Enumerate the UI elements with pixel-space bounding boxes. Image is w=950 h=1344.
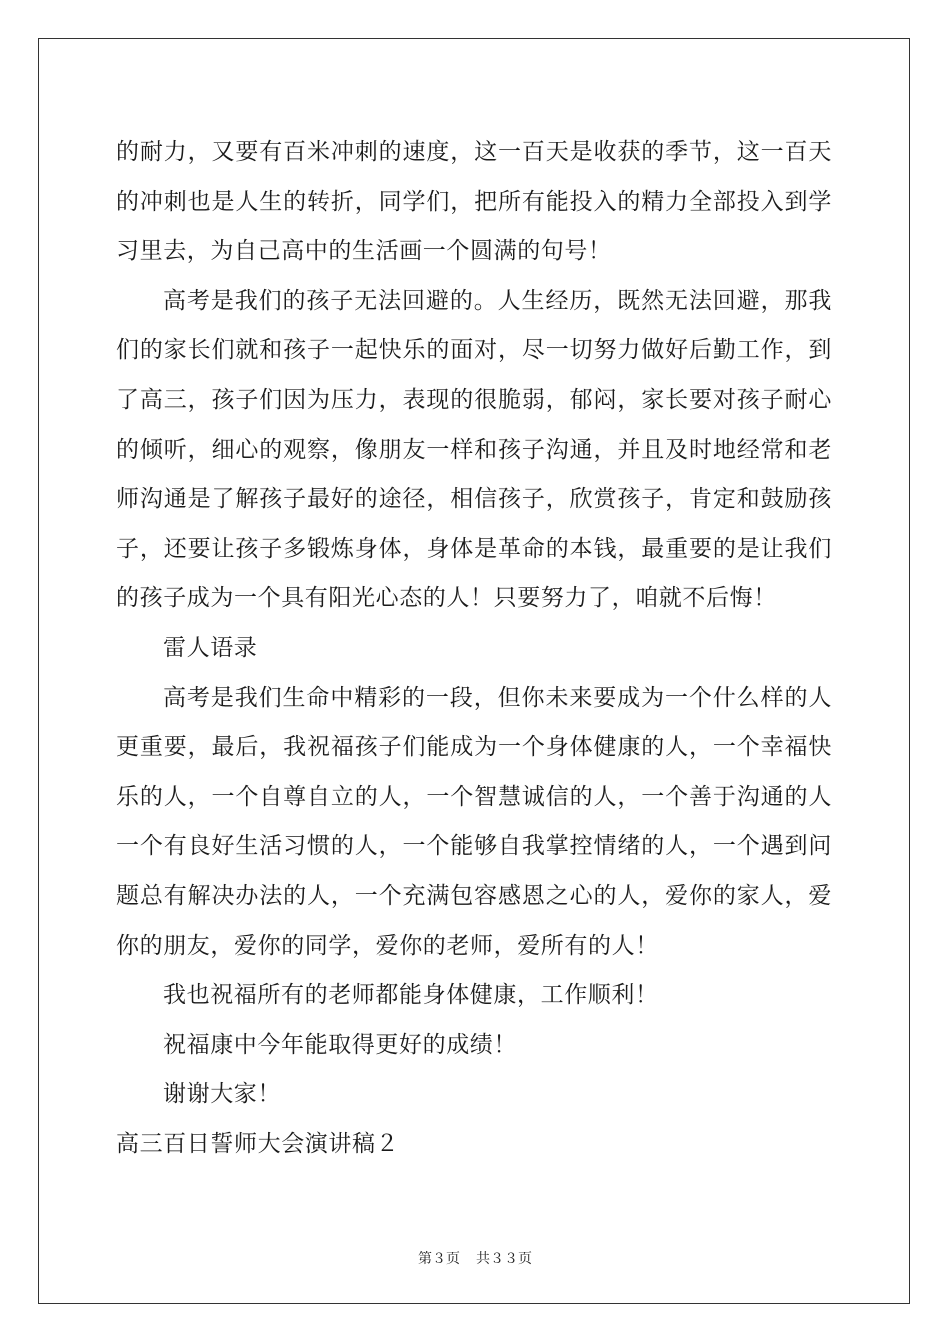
text-line: 题总有解决办法的人，一个充满包容感恩之心的人，爱你的家人，爱 [116, 882, 832, 909]
text-line: 师沟通是了解孩子最好的途径，相信孩子，欣赏孩子，肯定和鼓励孩 [116, 486, 832, 513]
text-line: 更重要，最后，我祝福孩子们能成为一个身体健康的人，一个幸福快 [116, 734, 832, 761]
text-line: 谢谢大家！ [163, 1081, 281, 1108]
text-line: 了高三，孩子们因为压力，表现的很脆弱，郁闷，家长要对孩子耐心 [116, 386, 832, 413]
section-heading: 高三百日誓师大会演讲稿２ [116, 1130, 400, 1157]
text-line: 雷人语录 [163, 634, 258, 661]
page-total: 共３３页 [476, 1251, 532, 1267]
text-line: 子，还要让孩子多锻炼身体，身体是革命的本钱，最重要的是让我们 [116, 535, 832, 562]
page-number: 第３页 [418, 1251, 460, 1267]
text-line: 我也祝福所有的老师都能身体健康，工作顺利！ [163, 982, 659, 1009]
text-line: 习里去，为自己高中的生活画一个圆满的句号！ [116, 238, 612, 265]
page-footer [0, 1248, 950, 1268]
text-line: 的倾听，细心的观察，像朋友一样和孩子沟通，并且及时地经常和老 [116, 436, 832, 463]
text-line: 的耐力，又要有百米冲刺的速度，这一百天是收获的季节，这一百天 [116, 139, 832, 165]
text-line: 们的家长们就和孩子一起快乐的面对，尽一切努力做好后勤工作，到 [116, 337, 832, 364]
text-line: 一个有良好生活习惯的人，一个能够自我掌控情绪的人，一个遇到问 [116, 833, 832, 860]
text-line: 高考是我们生命中精彩的一段，但你未来要成为一个什么样的人 [163, 684, 832, 711]
text-line: 高考是我们的孩子无法回避的。人生经历，既然无法回避，那我 [163, 287, 832, 314]
text-line: 的孩子成为一个具有阳光心态的人！只要努力了，咱就不后悔！ [116, 585, 777, 612]
text-line: 你的朋友，爱你的同学，爱你的老师，爱所有的人！ [116, 932, 659, 959]
document-body [116, 128, 832, 1169]
text-line: 乐的人，一个自尊自立的人，一个智慧诚信的人，一个善于沟通的人 [116, 783, 832, 810]
text-line: 的冲刺也是人生的转折，同学们，把所有能投入的精力全部投入到学 [116, 188, 832, 215]
text-line: 祝福康中今年能取得更好的成绩！ [163, 1031, 517, 1058]
